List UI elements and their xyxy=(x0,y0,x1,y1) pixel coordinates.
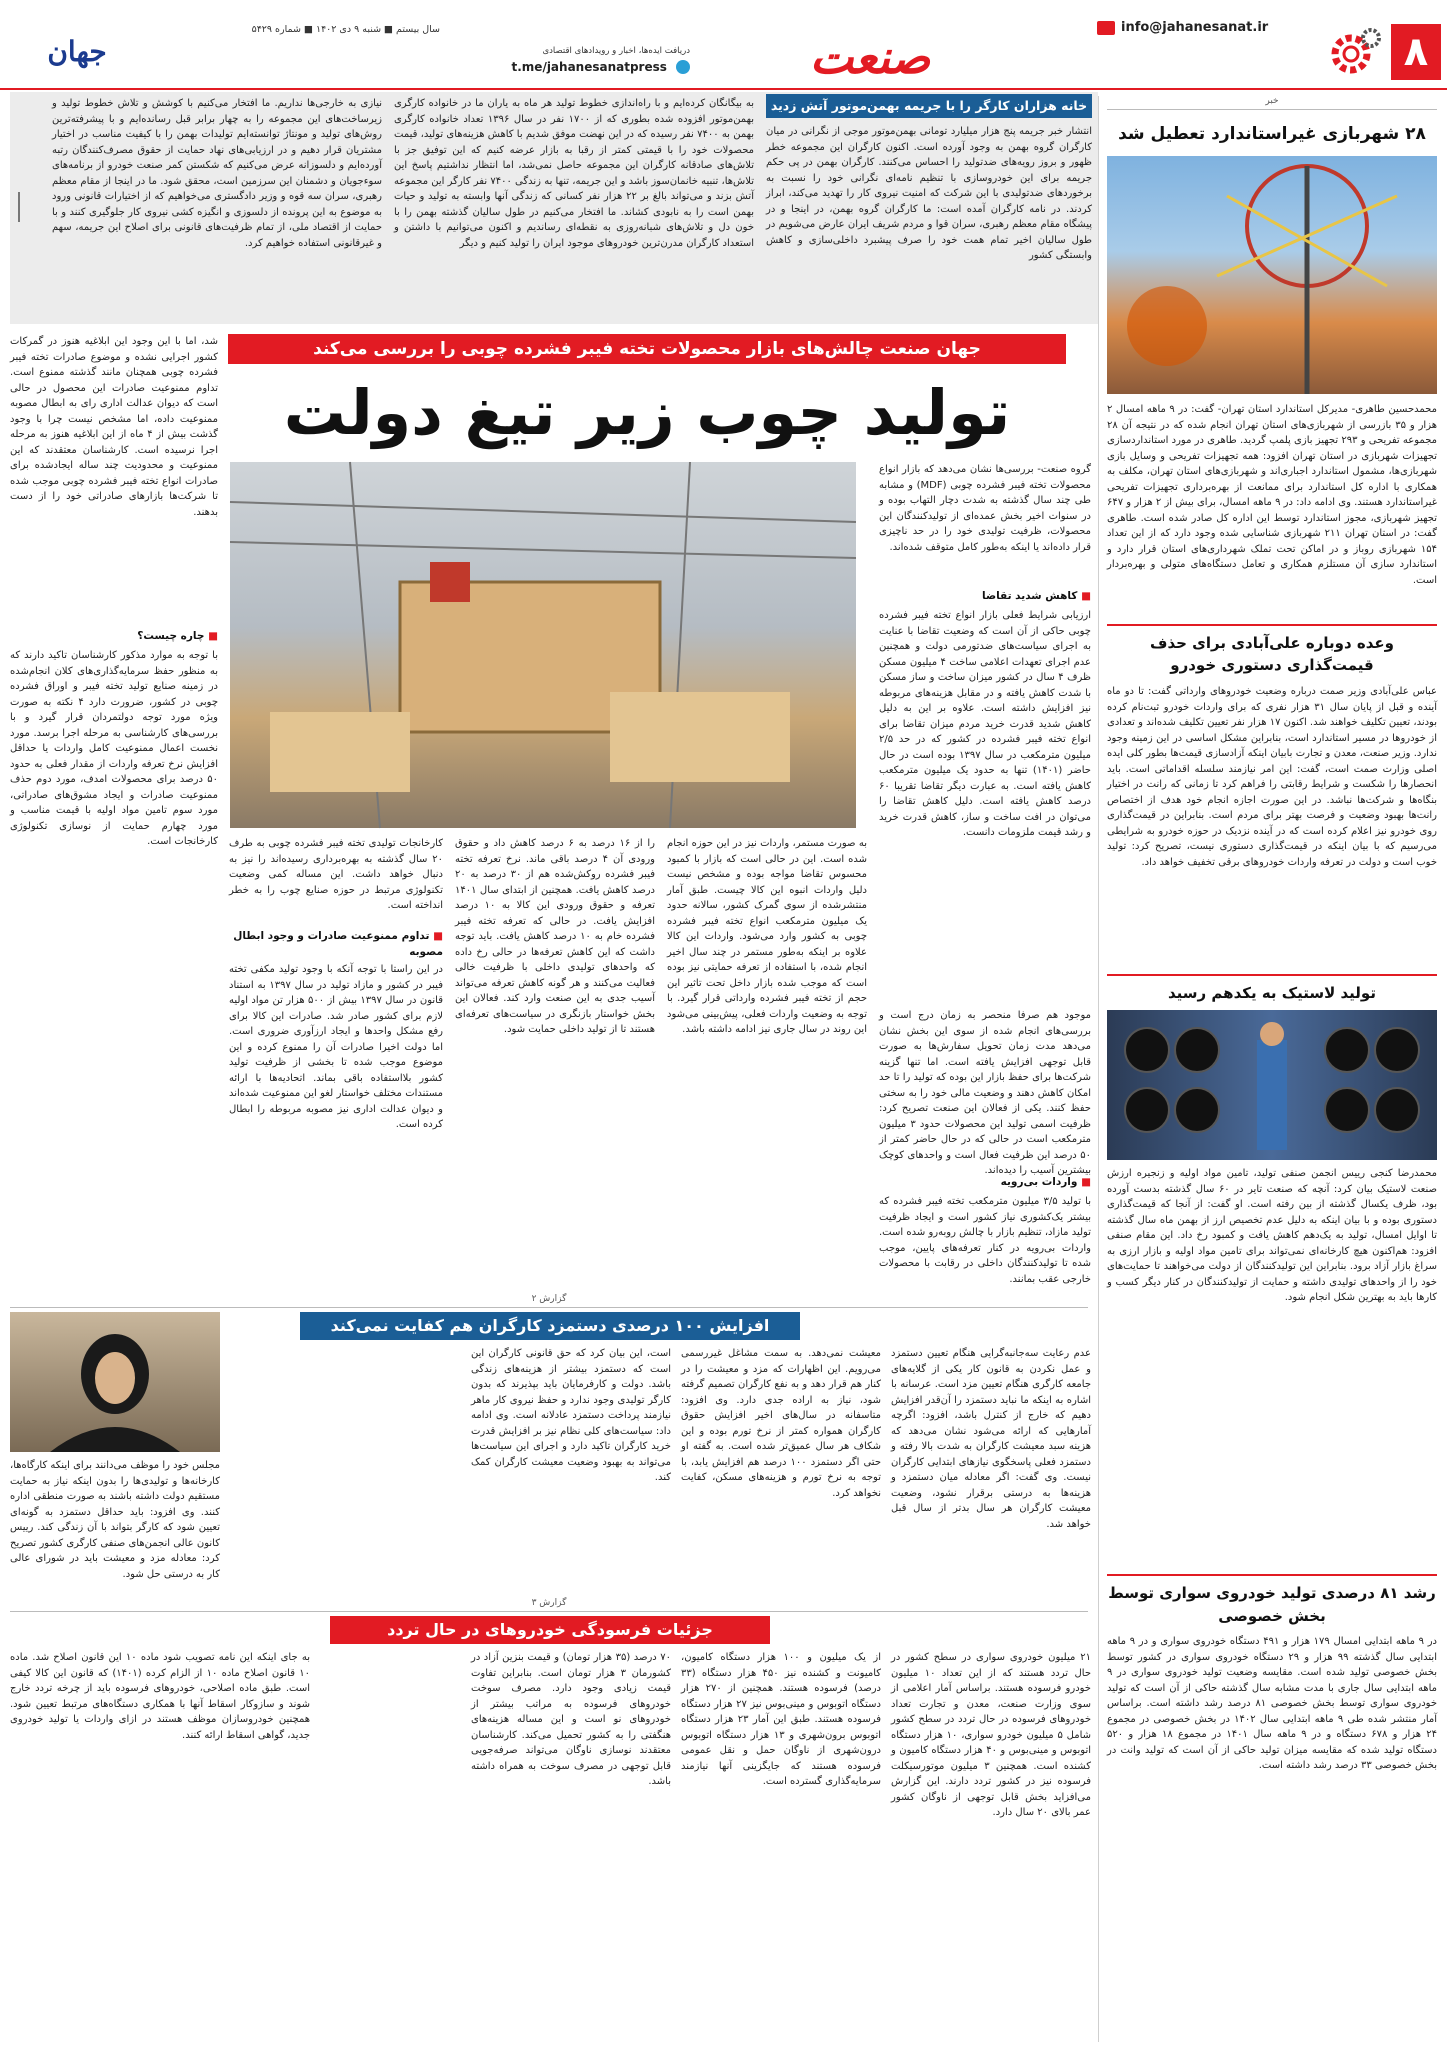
main-body3: با تولید ۳/۵ میلیون مترمکعب تخته فیبر فشرده که بیشتر یک‌کشوری نیاز کشور است و ایجاد ظرفیت تولید مازاد، تنظیم بازار با چالش روبه‌رو شده است. واردات بی‌رویه در کنار تعرفه‌های پایین، موجب شده تا تولیدکنندگان داخلی در رقابت با محصولات خارجی عقب بمانند. xyxy=(879,1196,1091,1285)
report3-col4: به جای اینکه این نامه تصویب شود ماده ۱۰ این قانون اصلاح شد. ماده ۱۰ قانون اصلاح ماده ۱۰ از الزام کرده (۱۴۰۱) که قانون این کالا کیفی است. طبق ماده اصلاحی، خودروهای فرسوده باید از چرخه تردد خارج شوند و سازوکار اسقاط آنها با همکاری دستگاه‌های مرتبط تعیین شود. همچنین خودروسازان موظف هستند در ازای واردات یا تولید خودروی جدید، گواهی اسقاط ارائه کنند. xyxy=(10,1652,311,1741)
email-address[interactable]: info@jahanesanat.ir xyxy=(1097,20,1297,42)
telegram-block[interactable] xyxy=(440,46,690,80)
main-headline: تولید چوب زیر تیغ دولت xyxy=(283,376,1011,449)
report2-col3: است، این بیان کرد که حق قانونی کارگران این است که دستمزد بیشتر از هزینه‌های زندگی باشد. دولت و کارفرمایان باید بپذیرند که بدون کارگر تولیدی وجود ندارد و حفظ نیروی کار ماهر نیازمند پرداخت دستمزد عادلانه است. وی ادامه داد: سیاست‌های کلی نظام نیز بر افزایش قدرت خرید کارگران تاکید دارد و اجرای این سیاست‌ها می‌تواند به بهبود وضعیت معیشت کارگران کمک کند. xyxy=(471,1348,671,1483)
report3-title: جزئیات فرسودگی خودروهای در حال تردد xyxy=(330,1616,770,1644)
story1-title: ۲۸ شهربازی غیراستاندارد تعطیل شد xyxy=(1118,124,1426,144)
right-tag: خبر xyxy=(1107,96,1437,110)
top-news-box xyxy=(10,92,1098,324)
wood-factory-photo xyxy=(230,462,856,828)
page-number: ۸ xyxy=(1391,24,1441,80)
mail-icon xyxy=(1097,21,1115,35)
main-kicker: جهان صنعت چالش‌های بازار محصولات تخته فیبر فشرده چوبی را بررسی می‌کند xyxy=(228,334,1066,364)
main-body5: را از ۱۶ درصد به ۶ درصد کاهش داد و حقوق ورودی آن ۴ درصد باقی ماند. نرخ تعرفه تخته فیبر فشرده روکش‌شده هم از ۳۰ درصد به ۲۰ درصد کاهش یافت. همچنین از ابتدای سال ۱۴۰۱ تعرفه و حقوق ورودی این کالا به ۱۰ درصد افزایش یافت. در حالی که تعرفه تخته فیبر فشرده خام به ۱۰ درصد کاهش یافت. باید توجه داشت که این کاهش تعرفه‌ها در حالی رخ داده که واحدهای تولیدی داخلی با ظرفیت خالی فعالیت می‌کنند و هر گونه کاهش تعرفه می‌تواند آسیب جدی به این صنعت وارد کند. فعالان این بخش خواستار بازنگری در سیاست‌های تعرفه‌ای هستند تا از تولید داخلی حمایت شود. xyxy=(455,838,656,1035)
report3-col2: از یک میلیون و ۱۰۰ هزار دستگاه کامیون، کامیونت و کشنده نیز ۴۵۰ هزار دستگاه (۳۳ درصد) فرسوده هستند. همچنین از ۲۷۰ هزار دستگاه اتوبوس و مینی‌بوس نیز ۲۷ هزار دستگاه فرسوده هستند. طبق این آمار ۲۳ هزار دستگاه اتوبوس برون‌شهری و ۱۳ هزار دستگاه اتوبوس درون‌شهری از ناوگان حمل و نقل عمومی فرسوده هستند که جایگزینی آنها نیازمند سرمایه‌گذاری گسترده است. xyxy=(681,1652,882,1787)
story4-title: رشد ۸۱ درصدی تولید خودروی سواری توسط بخش خصوصی xyxy=(1108,1584,1436,1625)
story-rule-1 xyxy=(1107,624,1437,626)
main-body7: در این راستا با توجه آنکه با وجود تولید مکفی تخته فیبر در کشور و مازاد تولید در سال ۱۳۹۷ به استناد قانون در سال ۱۳۹۷ بیش از ۵۰۰ هزار تن مواد اولیه لازم برای کشور صادر شد. صادرات این کالا برای رفع مشکل واحدها و ایجاد ارزآوری ضروری است. اما دولت اخیرا صادرات آن را ممنوع کرده و این موضوع موجب شده تا بخشی از ظرفیت تولید کشور بلااستفاده باقی بماند. اتحادیه‌ها با ارائه مستندات مختلف خواستار لغو این ممنوعیت شده‌اند و دیوان عدالت اداری نیز مصوبه مربوطه را ابطال کرده است. xyxy=(229,964,443,1130)
story-rule-2 xyxy=(1107,974,1437,976)
main-body9: با توجه به موارد مذکور کارشناسان تاکید دارند که به منظور حفظ سرمایه‌گذاری‌های کلان انجام‌شده در زمینه صنایع تولید تخته فیبر و اوراق فشرده چوبی در کشور، ضرورت دارد ۴ نکته به صورت ویژه مورد توجه دولتمردان قرار گیرد و با بررسی‌های کارشناسی به مرحله اجرا برسد. مورد نخست اعمال ممنوعیت کامل واردات یا حداقل افزایش نرخ تعرفه واردات از مقدار فعلی به حدود ۵۰ درصد برای محصولات امدف، مورد دوم حذف ممنوعیت صادرات و ایجاد مشوق‌های صادراتی، مورد سوم تامین مواد اولیه با قیمت مناسب و مورد چهارم حمایت از نوسازی تکنولوژی کارخانجات است. xyxy=(10,650,219,847)
main-body2: موجود هم صرفا منحصر به زمان درج است و بررسی‌های انجام شده از سوی این بخش نشان می‌دهد مدت زمان تحویل سفارش‌ها به صورت قابل توجهی افزایش یافته است. اما تنها گزینه شرکت‌ها برای حفظ بازار این بوده که تولید را تا حد امکان کاهش دهند و وضعیت مالی خود را به سختی حفظ کنند. یکی از فعالان این صنعت تصریح کرد: ظرفیت اسمی تولید این محصولات حدود ۳ میلیون مترمکعب است در حالی که در حال حاضر کمتر از ۵۰ درصد این ظرفیت فعال است و واحدهای کوچک بیشترین آسیب را دیده‌اند. xyxy=(879,1010,1091,1176)
story3-title: تولید لاستیک به یکدهم رسید xyxy=(1168,984,1376,1002)
top-box-col1: انتشار خبر جریمه پنج هزار میلیارد تومانی بهمن‌موتور موجی از نگرانی در میان کارگران گروه بهمن به وجود آورده است. اکنون کارگران این مجموعه خطر ظهور و بروز رویه‌های ضدتولید را احساس می‌کنند. کارگران بهمن در پی حکم جریمه برای این خودروسازی با تنظیم نامه‌ای نگرانی خود را نسبت به برخوردهای ضدتولیدی با این شرکت که امنیت نیروی کار را تهدید می‌کند، ابراز کردند. در نامه کارگران آمده است: ما کارگران گروه بهمن، در اینجا و در پیشگاه مقام معظم رهبری، سران قوا و مردم شریف ایران عارض می‌شویم در طول سالیان اخیر تمام همت خود را صرف پیشبرد داخلی‌سازی و کاهش وابستگی کشور xyxy=(766,126,1092,261)
report2-tag: گزارش ۲ xyxy=(10,1294,1088,1308)
main-body6: کارخانجات تولیدی تخته فیبر فشرده چوبی به طرف ۲۰ سال گذشته به بهره‌برداری رسیده‌اند را نیز به دنبال خواهد داشت. این مساله کمی وضعیت تکنولوژی مرتبط در حوزه صنایع چوب را به خطر انداخته است. xyxy=(229,838,443,911)
speaker-portrait xyxy=(10,1312,220,1452)
report2-col1: عدم رعایت سه‌جانبه‌گرایی هنگام تعیین دستمزد و عمل نکردن به قانون کار یکی از گلایه‌های جامعه کارگری هنگام تعیین مزد است. عرسانه با اشاره به اینکه ما نباید دستمزد را آن‌قدر افزایش دهیم که خارج از کنترل باشد، افزود: اگرچه آمارهایی که ارائه می‌شود نشان می‌دهد که هزینه سبد معیشت کارگران به شدت بالا رفته و دستمزد فعلی پاسخگوی نیازهای ابتدایی کارگران نیست. وی گفت: اگر معادله میان دستمزد و هزینه‌ها به درستی برقرار نشود، وضعیت معیشت کارگران هر سال بدتر از سال قبل خواهد شد. xyxy=(891,1348,1091,1530)
story1-text: محمدحسین طاهری- مدیرکل استاندارد استان تهران- گفت: در ۹ ماهه امسال ۲ هزار و ۳۵ بازرسی از شهربازی‌های استان تهران انجام شده که در نتیجه آن ۲۸ مجموعه تفریحی و ۲۹۳ تجهیز بازی پلمپ گردید. طاهری در مورد استانداردسازی تجهیزات شهربازی در استان تهران افزود: همه تجهیزات تفریحی و وسایل بازی شهربازی‌ها، مشمول استاندارد اجباری‌اند و شهربازی‌های استان تهران، مکلف به همکاری با اداره کل استاندارد برای ممانعت از بهره‌برداری تجهیزات تفریحی غیراستاندارد هستند. وی ادامه داد: در ۹ ماهه امسال، برای بیش از ۲ هزار و ۶۴۷ تجهیز شهربازی، مجوز استاندارد توسط این اداره کل صادر شده است. طاهری گفت: در استان تهران ۲۱۱ شهربازی شناسایی شده وجود دارد که از این تعداد ۱۵۴ شهربازی روباز و در اماکن تحت تملک شهرداری‌های استان قرار دارد و استاندارد سازی آن مستلزم همکاری و تعامل دستگاه‌های متولی و بهره‌بردار است. xyxy=(1107,404,1438,586)
top-box-col3: نیازی به خارجی‌ها نداریم. ما افتخار می‌کنیم با کوشش و تلاش خطوط تولید و زیرساخت‌های این مجموعه را به چهار برابر قبل رسانده‌ایم و با پیشرفته‌ترین روش‌های تولید و مونتاژ توانسته‌ایم تولیدات بهمن را با کیفیت مناسب در اختیار مشتریان قرار دهیم و در ارزیابی‌های نهاد حمایت از حقوق مصرف‌کنندگان رتبه آورده‌ایم و دلسوزانه عرض می‌کنیم که شکستن کمر صنعت خودرو از برنامه‌های سوءجویان و دشمنان این سرزمین است، محقق شود. ما در اینجا از مقام معظم رهبری، سران سه قوه و وزیر دادگستری می‌خواهیم که از اختیارات قانونی ورود به موضوع به این پرونده از دلسوزی و انگیزه کشی نیروی کار جلوگیری کنند و با حمایت از اقتصاد ملی، از تمام ظرفیت‌های قانونی برای اصلاح این جریمه، سهم و غیرقانونی استفاده خواهیم کرد. xyxy=(52,98,382,249)
story3-text: محمدرضا کنجی رییس انجمن صنفی تولید، تامین مواد اولیه و زنجیره ارزش صنعت لاستیک بیان کرد: آنچه که صنعت تایر در ۶۰ سال گذشته بدست آورده بود، ظرف یکسال گذشته از بین رفته است. او گفت: از آنجا که قیمت‌گذاری دستوری بوده و با بیان اینکه به دلیل عدم تخصیص ارز از بهمن ماه سال گذشته تا اوایل امسال، تولید به یک‌دهم کاهش یافت و کمبود رخ داد. این مقام صنفی افزود: هم‌اکنون هیچ کارخانه‌ای نمی‌تواند برای تامین مواد اولیه و بازار ارزی به سراغ بازار آزاد برود. بنابراین این تولیدکنندگان از دولت می‌خواهند تا حمایت‌های خود را از واحدهای تولیدی داشته و حمایت از تولیدکنندگان در کنار دیگر کسب و کارها باید به بهترین شکل انجام شود. xyxy=(1107,1168,1437,1303)
tire-factory-photo xyxy=(1107,1010,1437,1160)
telegram-link[interactable]: t.me/jahanesanatpress xyxy=(511,60,667,74)
story2-title: وعده دوباره علی‌آبادی برای حذف قیمت‌گذاری دستوری خودرو xyxy=(1150,634,1394,674)
story-rule-3 xyxy=(1107,1574,1437,1576)
logo-text: جهان xyxy=(47,35,107,68)
report3-col1: ۲۱ میلیون خودروی سواری در سطح کشور در حال تردد هستند که از این تعداد ۱۰ میلیون خودرو فرسوده هستند. براساس آمار اعلامی از سوی وزارت صنعت، معدن و تجارت تعداد خودروهای فرسوده در حال تردد در سطح کشور شامل ۵ میلیون خودرو سواری، ۱۰ هزار دستگاه اتوبوس و مینی‌بوس و ۴۰ هزار دستگاه کامیون و کشنده است. همچنین ۳ میلیون موتورسیکلت فرسوده نیز در کشور تردد دارند. این گزارش می‌افزاید بخش قابل توجهی از ناوگان کشور عمر بالای ۲۰ سال دارد. xyxy=(891,1652,1092,1818)
main-lead-text: گروه صنعت- بررسی‌ها نشان می‌دهد که بازار انواع محصولات تخته فیبر فشرده چوبی (MDF) و مشابه طی چند سال گذشته به شدت دچار التهاب بوده و در سنوات اخیر بخش عمده‌ای از تولیدکنندگان این محصولات، ظرفیت تولیدی خود را در حد ناچیزی قرار داده‌اند یا اینکه به‌طور کامل متوقف شده‌اند. xyxy=(879,464,1091,553)
sub-heading-solution: ■ چاره چیست؟ xyxy=(10,630,218,646)
report3-tag: گزارش ۳ xyxy=(10,1598,1088,1612)
main-body1: ارزیابی شرایط فعلی بازار انواع تخته فیبر فشرده چوبی حاکی از آن است که وضعیت تقاضا با عنایت به اجرای سیاست‌های ضدتورمی دولت و همچنین عدم اجرای تعهدات اعلامی ساخت ۴ میلیون مسکن ظرف ۴ سال در کشور میزان ساخت و ساز مسکن با شدت کاهش یافته و در مقابل هزینه‌های مربوطه نیز افزایش داشته است. علاوه بر این به دلیل کاهش شدید قدرت خرید مردم میزان تقاضا برای انواع تخته فیبر فشرده در کشور که در حد ۲/۵ میلیون مترمکعب در سال ۱۳۹۷ بوده است در حال حاضر (۱۴۰۱) تنها به حدود یک میلیون مترمکعب کاهش یافته است. به عبارت دیگر تقاضا تقریبا ۶۰ درصد کاهش یافته است. دلیل کاهش تقاضا را می‌توان در افت ساخت و ساز، کاهش قدرت خرید و رشد قیمت ملزومات دانست. xyxy=(879,610,1092,838)
story2-text: عباس علی‌آبادی وزیر صمت درباره وضعیت خودروهای وارداتی گفت: تا دو ماه آینده و قبل از پایان سال ۳۱ هزار نفری که برای واردات خودرو ثبت‌نام کرده بودند، تعیین تکلیف خواهند شد. اکنون ۱۷ هزار نفر تعیین تکلیف شده‌اند و تعدادی از خودروها در مسیر استاندارد است، بنابراین مشکل اساسی در این زمینه وجود ندارد. وزیر صنعت، معدن و تجارت بابیان اینکه آزادسازی قیمت‌ها بطور کلی ایده اصلی وزارت صمت است، گفت: این امر نیازمند سلسله اقداماتی است. باید انحصارها را شکست و شرایط رقابتی را فراهم کرد تا زمانی که رانت در اختیار بنگاه‌ها و شرکت‌ها نباشد. در این صورت اجازه انجام خود هدف از اختصاص رانت‌ها بهبود وضعیت و فرصت بهتر برای مردم است. بنابراین در قیمت‌گذاری روی خودرو نیز اعلام کرده است که در آینده نزدیک در حوزه خودرو به شرایطی می‌رسیم که با بیان اینکه در قیمت‌گذاری دستوری نیست، تصریح کرد: تولید خوب است و دولت در تعرفه واردات خودروهای برقی تخفیف خواهد داد. xyxy=(1107,686,1438,868)
report2-col4: مجلس خود را موظف می‌دانند برای اینکه کارگاه‌ها، کارخانه‌ها و تولیدی‌ها را بدون اینکه نیاز به حمایت مستقیم دولت داشته باشند به صورت منطقی اداره کنند. وی افزود: باید حداقل دستمزد به گونه‌ای تعیین شود که کارگر بتواند با آن زندگی کند. رییس کانون عالی انجمن‌های صنفی کارگری کشور تصریح کرد: معادله مزد و معیشت باید در شورای عالی کار به درستی حل شود. xyxy=(10,1460,220,1580)
sub-heading-export-ban: ■ تداوم ممنوعیت صادرات و وجود ابطال مصوبه xyxy=(229,928,443,960)
column-divider xyxy=(1098,96,1099,2042)
logo xyxy=(12,22,142,82)
report2-col2: معیشت نمی‌دهد. به سمت مشاغل غیررسمی می‌رویم. این اظهارات که مزد و معیشت را در کنار هم قرار دهد و به نفع کارگران تصمیم گرفته شود، نیاز به اراده جدی دارد. وی افزود: متاسفانه در سال‌های اخیر افزایش حقوق کارگران همواره کمتر از نرخ تورم بوده و این شکاف هر سال عمیق‌تر شده است. به گفته او حتی اگر دستمزد ۱۰۰ درصد هم افزایش یابد، با توجه به نرخ تورم و هزینه‌های مسکن، کفایت نخواهد کرد. xyxy=(681,1348,882,1499)
amusement-park-photo xyxy=(1107,156,1437,394)
report3-col3: ۷۰ درصد (۳۵ هزار تومان) و قیمت بنزین آزاد در کشورمان ۳ هزار تومان است. بنابراین تفاوت قیمت زیادی وجود دارد. مصرف سوخت خودروهای فرسوده به مراتب بیشتر از خودروهای نو است و این مساله هزینه‌های هنگفتی را به کشور تحمیل می‌کند. کارشناسان معتقدند نوسازی ناوگان می‌تواند صرفه‌جویی قابل توجهی در مصرف سوخت به همراه داشته باشد. xyxy=(471,1652,672,1787)
story4-text: در ۹ ماهه ابتدایی امسال ۱۷۹ هزار و ۴۹۱ دستگاه خودروی سواری و در ۹ ماهه ابتدایی سال گذشته ۹۹ هزار و ۲۹ دستگاه خودروی سواری در کشور توسط بخش خصوصی تولید شده است. مقایسه وضعیت تولید خودروی سواری در ۹ ماهه ابتدایی سال جاری با مدت مشابه سال گذشته حاکی از آن است که تولید خودروی سواری توسط بخش خصوصی ۸۱ درصد رشد داشته است. براساس آمار منتشر شده طی ۹ ماهه ابتدایی سال ۱۴۰۲ در بخش خصوصی در مجموع ۲۴ هزار و ۶۷۸ دستگاه و در ۹ ماهه سال ۱۴۰۱ در مجموع ۱۸ هزار و ۵۲۰ دستگاه تولید شده که مقایسه میزان تولید حاکی از آن است که تولید وانت در بخش خصوصی ۳۳ درصد رشد داشته است. xyxy=(1107,1636,1438,1771)
signature-mark xyxy=(18,192,36,222)
main-lead xyxy=(879,462,1091,584)
telegram-icon xyxy=(676,60,690,74)
top-box-title: خانه هزاران کارگر را با جریمه بهمن‌موتور آتش زدید xyxy=(766,94,1092,118)
header-rule xyxy=(0,88,1447,90)
telegram-caption: دریافت ایده‌ها، اخبار و رویدادهای اقتصادی xyxy=(542,46,690,56)
sub-heading-imports: ■ واردات بی‌رویه xyxy=(879,1176,1091,1192)
sub-heading-demand: ■ کاهش شدید تقاضا xyxy=(879,590,1091,606)
report2-title: افزایش ۱۰۰ درصدی دستمزد کارگران هم کفایت نمی‌کند xyxy=(300,1312,800,1340)
main-body8: شد، اما با این وجود این ابلاغیه هنوز در گمرکات کشور اجرایی نشده و موضوع صادرات تخته فیبر فشرده چوبی همچنان مانند گذشته ممنوع است. تداوم ممنوعیت صادرات این محصول در حالی است که دیوان عدالت اداری رای به ابطال مصوبه ممنوعیت داده، اما مشخص نیست چرا با وجود گذشت بیش از ۴ ماه از این ابلاغیه هنوز به مرحله اجرا نرسیده است. کارشناسان معتقدند که این ممنوعیت و محدودیت چند ساله ایجادشده برای صادرات انواع تخته فیبر فشرده چوبی موجب شده تا شرکت‌ها بازارهای صادراتی خود را از دست بدهند. xyxy=(10,336,218,518)
top-box-col2: به بیگانگان کرده‌ایم و با راه‌اندازی خطوط تولید هر ماه به یاران ما در خانواده کارگری بهمن‌موتور افزوده شده بطوری که از ۱۷۰۰ نفر در سال ۱۳۹۶ تعداد خانواده کارگری بهمن به ۷۴۰۰ نفر رسیده که در این نهضت موفق شدیم با کاهش هزینه‌های تولید، قیمت محصولات خود را با قیمتی کمتر از رقبا به بازار عرضه کنیم که این توفیق جز با تلاش‌های صادقانه کارگران این مجموعه حاصل نمی‌شد، اما انتظار نداشتیم پاسخ این تلاش‌ها، تنبیه خانمان‌سوز باشد و این جریمه، تنها به زندگی ۷۴۰۰ نفر کارگر این مجموعه آتش بزند و می‌تواند بالغ بر ۲۲ هزار نفر کسانی که زندگی آنها وابسته به تولید و حیات بهمن است را به نابودی کشاند. ما افتخار می‌کنیم در طول سالیان گذشته بهمن را با خون دل و تلاش‌های شبانه‌روزی به نقطه‌ای رساندیم و اکنون می‌توانیم با داشتن و استعداد کارگران مدرن‌ترین خودروهای موجود ایران را تولید کنیم و دیگر xyxy=(394,98,755,249)
issue-line: سال بیستم ■ شنبه ۹ دی ۱۴۰۲ ■ شماره ۵۴۲۹ xyxy=(251,24,440,35)
gear-icon xyxy=(1327,24,1383,80)
section-title: صنعت xyxy=(809,30,931,84)
main-body4: به صورت مستمر، واردات نیز در این حوزه انجام شده است. این در حالی است که بازار با کمبود محسوس تقاضا مواجه بوده و مشخص نیست دلیل واردات انبوه این کالا چیست. طبق آمار منتشرشده از سوی گمرک کشور، سالانه حدود یک میلیون مترمکعب انواع تخته فیبر فشرده چوبی به کشور وارد می‌شود. واردات این کالا علاوه بر اینکه به‌طور مستمر در چند سال اخیر انجام شده، با استفاده از تعرفه حمایتی نیز بوده است که موجب شده بازار داخل تحت تاثیر این حجم از تخته فیبر فشرده وارداتی قرار گیرد. با توجه به وضعیت واردات فعلی، پیش‌بینی می‌شود این روند در سال جاری نیز ادامه داشته باشد. xyxy=(667,838,867,1035)
